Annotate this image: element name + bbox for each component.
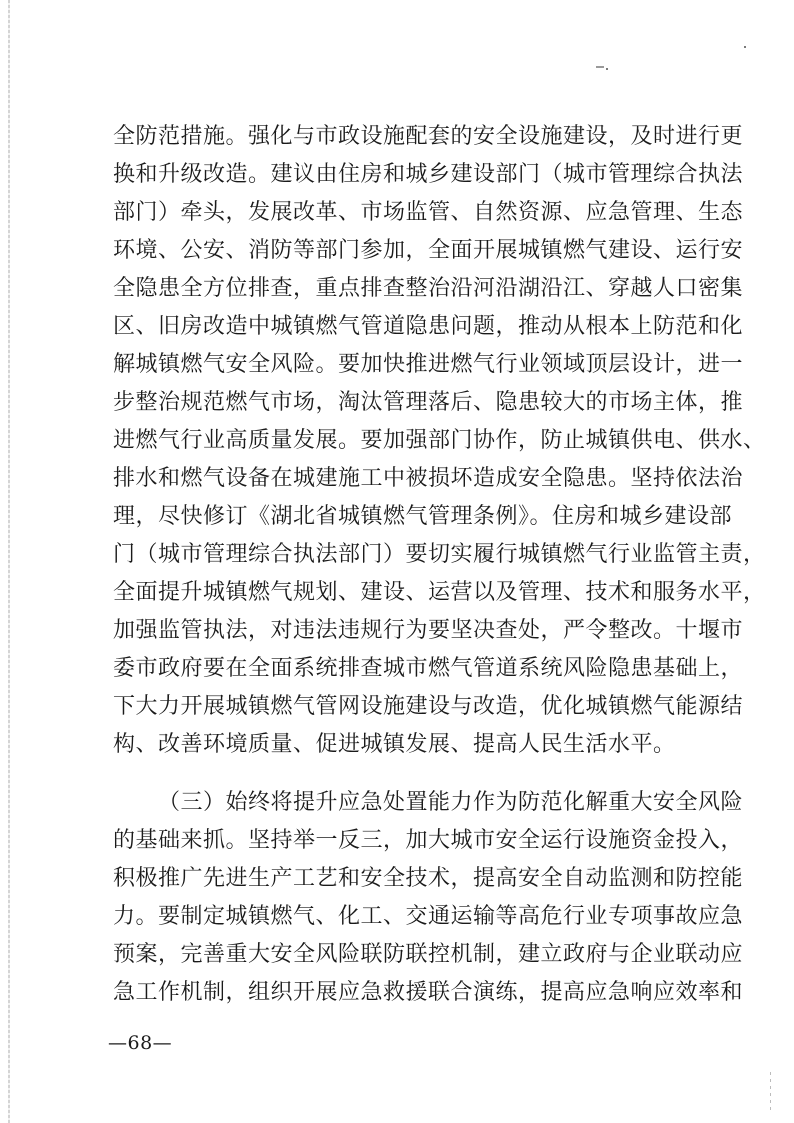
text-line: 加强监管执法，对违法违规行为要坚决查处，严令整改。十堰市	[113, 618, 744, 643]
text-line: （三）始终将提升应急处置能力作为防范化解重大安全风险	[158, 790, 744, 815]
text-line: 解城镇燃气安全风险。要加快推进燃气行业领域顶层设计，进一	[113, 352, 744, 377]
text-line: 环境、公安、消防等部门参加，全面开展城镇燃气建设、运行安	[113, 238, 744, 263]
text-line: 积极推广先进生产工艺和安全技术，提高安全自动监测和防控能	[113, 866, 744, 891]
scan-speck	[596, 66, 604, 68]
text-line: 下大力开展城镇燃气管网设施建设与改造，优化城镇燃气能源结	[113, 694, 744, 719]
scan-speck	[744, 46, 746, 48]
text-line: 全面提升城镇燃气规划、建设、运营以及管理、技术和服务水平，	[113, 580, 766, 605]
text-line: 预案，完善重大安全风险联防联控机制，建立政府与企业联动应	[113, 942, 744, 967]
text-line: 力。要制定城镇燃气、化工、交通运输等高危行业专项事故应急	[113, 904, 744, 929]
page-number: —68—	[108, 1032, 173, 1054]
text-line: 排水和燃气设备在城建施工中被损坏造成安全隐患。坚持依法治	[113, 466, 744, 491]
text-line: 构、改善环境质量、促进城镇发展、提高人民生活水平。	[113, 732, 676, 757]
scan-edge-artifact	[8, 0, 10, 1123]
text-line: 进燃气行业高质量发展。要加强部门协作，防止城镇供电、供水、	[113, 428, 766, 453]
text-line: 理，尽快修订《湖北省城镇燃气管理条例》。住房和城乡建设部	[113, 504, 733, 529]
scan-margin-marks	[770, 1072, 771, 1114]
text-line: 全隐患全方位排查，重点排查整治沿河沿湖沿江、穿越人口密集	[113, 276, 744, 301]
text-line: 的基础来抓。坚持举一反三，加大城市安全运行设施资金投入，	[113, 828, 744, 853]
text-line: 区、旧房改造中城镇燃气管道隐患问题，推动从根本上防范和化	[113, 314, 744, 339]
text-line: 急工作机制，组织开展应急救援联合演练，提高应急响应效率和	[113, 980, 744, 1005]
text-line: 全防范措施。强化与市政设施配套的安全设施建设，及时进行更	[113, 124, 744, 149]
scan-speck	[606, 68, 608, 70]
text-line: 委市政府要在全面系统排查城市燃气管道系统风险隐患基础上，	[113, 656, 744, 681]
text-line: 步整治规范燃气市场，淘汰管理落后、隐患较大的市场主体，推	[113, 390, 744, 415]
text-line: 部门）牵头，发展改革、市场监管、自然资源、应急管理、生态	[113, 200, 744, 225]
text-line: 换和升级改造。建议由住房和城乡建设部门（城市管理综合执法	[113, 162, 744, 187]
text-line: 门（城市管理综合执法部门）要切实履行城镇燃气行业监管主责，	[113, 542, 766, 567]
